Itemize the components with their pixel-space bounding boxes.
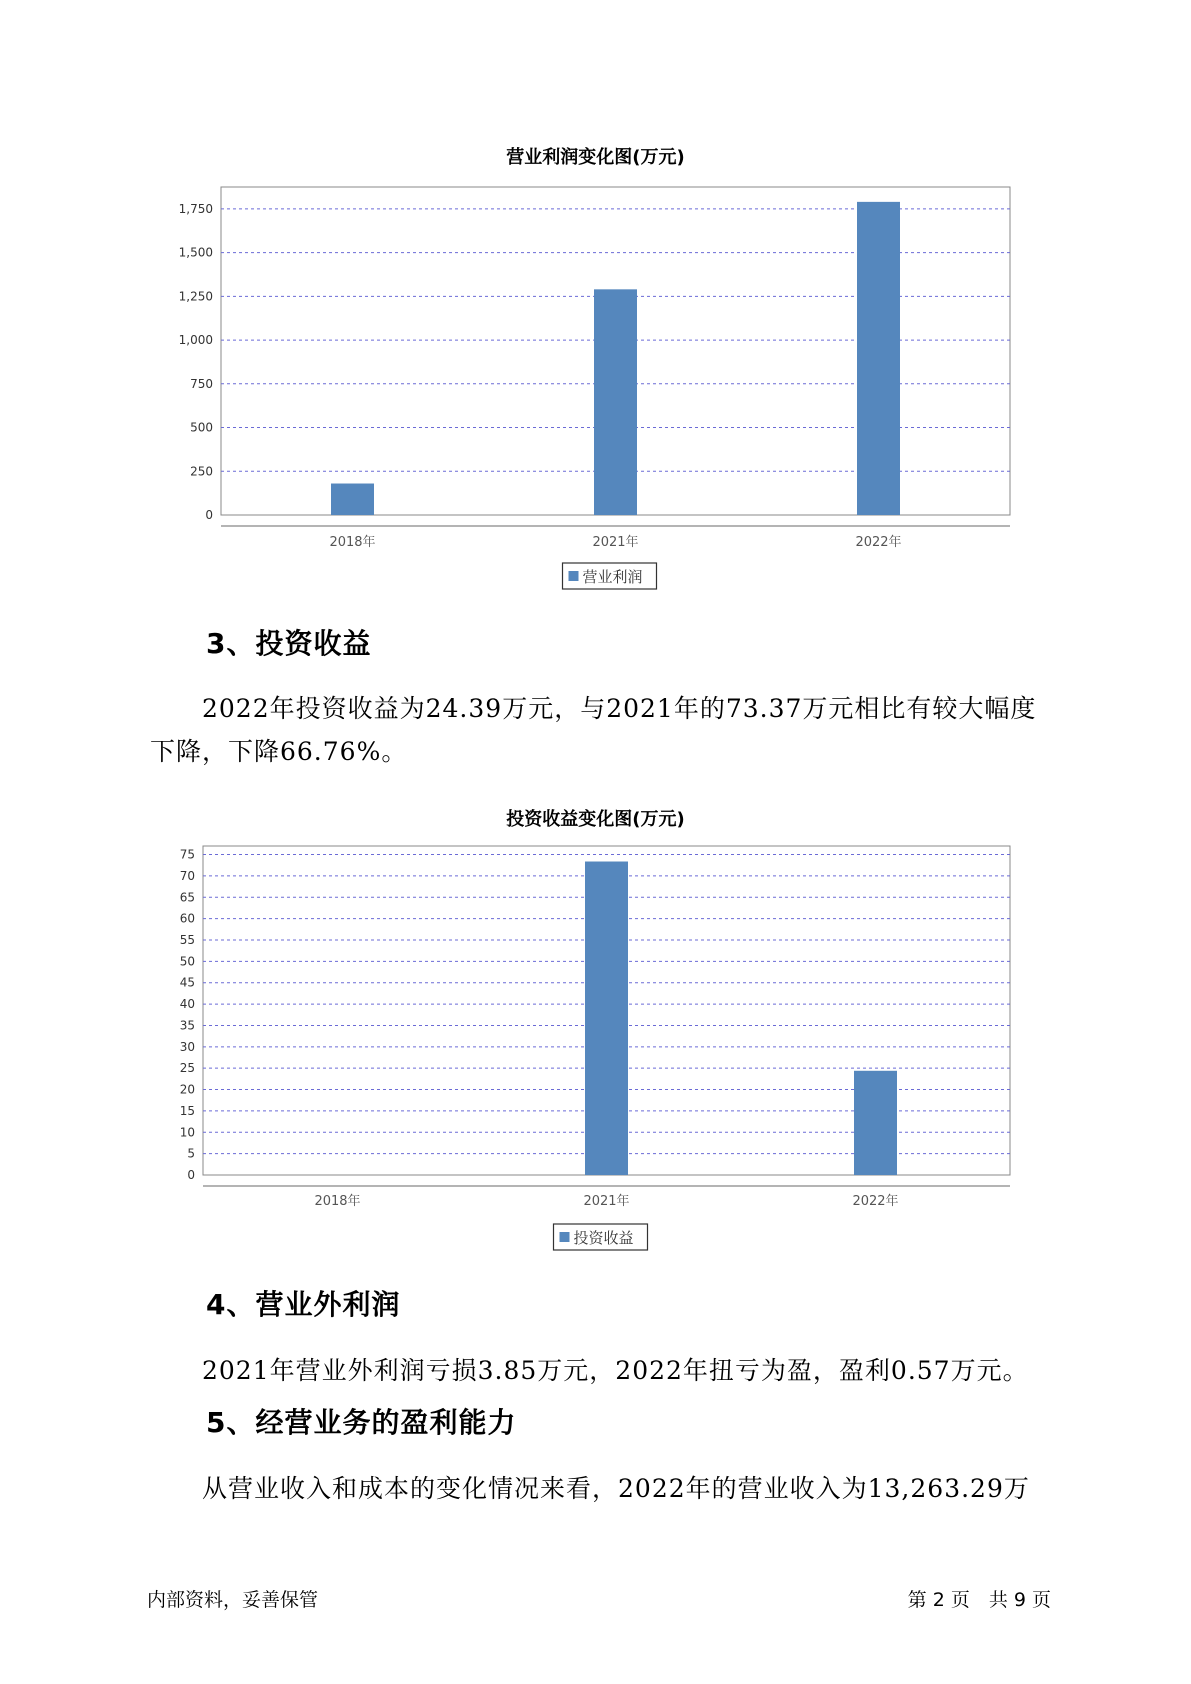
y-tick-label: 15 (179, 1103, 195, 1118)
y-tick-label: 500 (190, 420, 213, 435)
y-tick-label: 25 (179, 1061, 195, 1076)
x-tick-label: 2021年 (592, 535, 639, 550)
chart-title: 投资收益变化图(万元) (506, 809, 685, 830)
x-tick-label: 2018年 (314, 1194, 361, 1209)
x-tick-label: 2018年 (329, 535, 376, 550)
bar (854, 1071, 897, 1175)
x-tick-label: 2022年 (855, 535, 902, 550)
y-tick-label: 5 (187, 1146, 195, 1161)
bar (594, 289, 637, 515)
y-tick-label: 750 (190, 376, 213, 391)
y-tick-label: 1,000 (178, 333, 213, 348)
y-tick-label: 55 (179, 933, 195, 947)
y-tick-label: 60 (179, 911, 195, 926)
chart-title: 营业利润变化图(万元) (506, 147, 685, 168)
y-tick-label: 0 (205, 508, 213, 522)
bar (585, 862, 628, 1175)
bar (857, 202, 900, 515)
y-tick-label: 70 (179, 868, 195, 883)
y-tick-label: 30 (179, 1039, 195, 1054)
section-3-text: 2022年投资收益为24.39万元，与2021年的73.37万元相比有较大幅度下降，下降66.76%。 (150, 694, 1037, 766)
y-tick-label: 1,750 (178, 201, 213, 216)
y-tick-label: 65 (179, 890, 195, 905)
bar (331, 484, 374, 515)
y-tick-label: 35 (179, 1018, 195, 1033)
y-tick-label: 1,250 (178, 289, 213, 304)
y-tick-label: 0 (187, 1168, 195, 1182)
page-number: 第 2 页 共 9 页 (907, 1589, 1051, 1611)
y-tick-label: 10 (179, 1125, 195, 1140)
y-tick-label: 250 (190, 464, 213, 479)
section-5-text: 从营业收入和成本的变化情况来看，2022年的营业收入为13,263.29万 (202, 1474, 1030, 1503)
y-tick-label: 45 (179, 975, 195, 990)
y-tick-label: 1,500 (178, 245, 213, 260)
legend-swatch (560, 1232, 570, 1242)
section-5-heading: 5、经营业务的盈利能力 (206, 1406, 517, 1439)
footer-note: 内部资料，妥善保管 (147, 1589, 319, 1611)
operating-profit-chart (0, 180, 1191, 600)
legend-label: 投资收益 (573, 1229, 634, 1247)
y-tick-label: 20 (179, 1082, 195, 1097)
section-4-text: 2021年营业外利润亏损3.85万元，2022年扭亏为盈，盈利0.57万元。 (202, 1356, 1029, 1385)
investment-income-chart (0, 840, 1191, 1260)
x-tick-label: 2022年 (852, 1194, 899, 1209)
section-3-heading: 3、投资收益 (206, 627, 372, 660)
x-tick-label: 2021年 (583, 1194, 630, 1209)
legend-label: 营业利润 (582, 568, 643, 586)
y-tick-label: 75 (179, 847, 195, 862)
section-4-heading: 4、营业外利润 (206, 1288, 401, 1321)
legend-swatch (569, 571, 579, 581)
y-tick-label: 40 (179, 997, 195, 1012)
y-tick-label: 50 (179, 954, 195, 969)
